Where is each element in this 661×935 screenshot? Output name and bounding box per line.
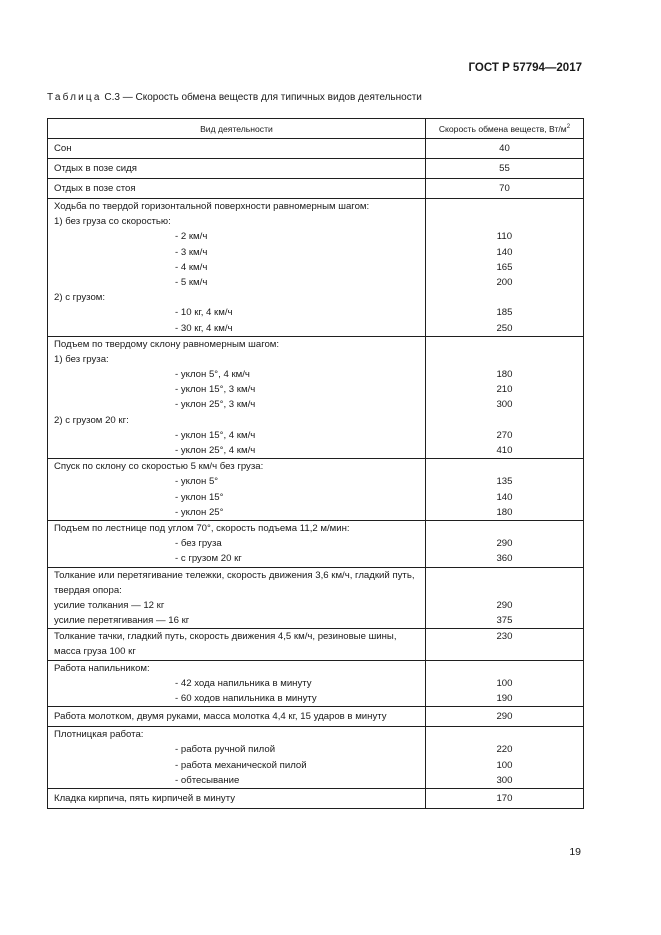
activity-cell (48, 707, 426, 727)
rate-value (426, 644, 583, 659)
rate-cell (425, 567, 583, 629)
rate-value: 135 (496, 476, 513, 488)
activity-line: Спуск по склону со скоростью 5 км/ч без груза: (54, 461, 264, 473)
activity-line: Работа напильником: (54, 662, 150, 674)
rate-value: 290 (496, 538, 513, 550)
caption-text: С.3 — Скорость обмена веществ для типичных видов деятельности (101, 92, 422, 103)
rate-value: 165 (496, 261, 513, 273)
table-row (48, 179, 584, 199)
rate-cell (425, 788, 583, 808)
rate-value: 230 (496, 631, 513, 643)
rate-value (426, 521, 583, 536)
activity-line: - обтесывание (175, 774, 240, 786)
rate-cell (425, 459, 583, 521)
table-row (48, 520, 584, 567)
rate-value (426, 413, 583, 428)
rate-value: 300 (496, 399, 513, 411)
rate-value: 300 (496, 774, 513, 786)
activity-cell (48, 179, 426, 199)
rate-value: 410 (496, 445, 513, 456)
activity-line: 2) с грузом: (54, 292, 106, 304)
table-row (48, 139, 584, 159)
activity-line: - работа механической пилой (175, 759, 307, 771)
column-header-rate-sup: 2 (566, 123, 571, 130)
rate-value: 100 (496, 677, 513, 689)
activity-line: - без груза (175, 538, 222, 550)
activity-line: - с грузом 20 кг (175, 553, 242, 565)
rate-value (426, 337, 583, 352)
rate-value (426, 727, 583, 742)
column-header-activity: Вид деятельности (48, 119, 426, 139)
caption-lead: Таблица (47, 92, 102, 103)
activity-line: - уклон 5°, 4 км/ч (175, 369, 250, 381)
activity-line: - уклон 15°, 4 км/ч (175, 429, 256, 441)
activity-cell (48, 336, 426, 459)
rate-value: 250 (496, 322, 513, 334)
activity-line: усилие толкания — 12 кг (54, 599, 165, 611)
activity-cell (48, 660, 426, 707)
rate-value: 100 (496, 759, 513, 771)
activity-line: Подъем по лестнице под углом 70°, скорость подъема 11,2 м/мин: (54, 522, 350, 534)
activity-line: Толкание или перетягивание тележки, скорость движения 3,6 км/ч, гладкий путь, (54, 569, 415, 581)
activity-line: - 10 кг, 4 км/ч (175, 307, 233, 319)
table-body (48, 139, 584, 809)
rate-value: 220 (496, 744, 513, 756)
rate-cell (425, 159, 583, 179)
rate-value: 55 (499, 163, 510, 174)
activity-line: - 4 км/ч (175, 261, 208, 273)
rate-value: 180 (496, 506, 513, 518)
activity-cell (48, 159, 426, 179)
activity-line: Кладка кирпича, пять кирпичей в минуту (54, 792, 236, 804)
activity-line: - уклон 25°, 3 км/ч (175, 399, 256, 411)
table-row (48, 567, 584, 629)
activity-line: - уклон 15° (175, 491, 224, 503)
rate-value (426, 352, 583, 367)
table-row (48, 788, 584, 808)
rate-value: 180 (496, 369, 513, 381)
activity-line: - 2 км/ч (175, 231, 208, 243)
rate-value: 200 (496, 276, 513, 288)
page-number: 19 (569, 846, 581, 858)
rate-value: 70 (499, 183, 510, 194)
activity-cell (48, 788, 426, 808)
activity-line: 1) без груза со скоростью: (54, 216, 171, 228)
rate-value: 360 (496, 553, 513, 565)
activity-line: Сон (54, 143, 72, 154)
rate-cell (425, 727, 583, 789)
rate-value: 110 (496, 231, 513, 243)
activity-line: - уклон 5° (175, 476, 219, 488)
table-row (48, 707, 584, 727)
rate-value (426, 214, 583, 229)
rate-cell (425, 199, 583, 337)
table-caption (47, 92, 422, 103)
rate-value (426, 459, 583, 474)
rate-value: 170 (496, 792, 513, 804)
metabolic-rate-table (47, 118, 584, 809)
document-code: ГОСТ Р 57794—2017 (468, 62, 582, 74)
activity-line: Подъем по твердому склону равномерным шагом: (54, 338, 280, 350)
rate-cell (425, 139, 583, 159)
rate-value: 40 (499, 143, 510, 154)
table-row (48, 727, 584, 789)
activity-line: Ходьба по твердой горизонтальной поверхности равномерным шагом: (54, 201, 370, 212)
activity-line: - 3 км/ч (175, 246, 208, 258)
rate-cell (425, 629, 583, 660)
activity-line: - 42 хода напильника в минуту (175, 677, 312, 689)
table-row (48, 159, 584, 179)
activity-line: масса груза 100 кг (54, 646, 136, 658)
activity-cell (48, 629, 426, 660)
rate-value: 190 (496, 693, 513, 704)
activity-cell (48, 520, 426, 567)
activity-line: - 60 ходов напильника в минуту (175, 693, 317, 704)
activity-line: Плотницкая работа: (54, 729, 144, 741)
activity-line: 1) без груза: (54, 353, 109, 365)
rate-value: 210 (496, 384, 513, 396)
table-row (48, 336, 584, 459)
rate-value: 375 (496, 615, 513, 627)
rate-value: 290 (496, 711, 513, 723)
activity-cell (48, 727, 426, 789)
activity-line: - уклон 25° (175, 506, 224, 518)
activity-line: Отдых в позе сидя (54, 163, 137, 174)
activity-line: - уклон 25°, 4 км/ч (175, 445, 256, 456)
rate-value: 140 (496, 246, 513, 258)
rate-cell (425, 336, 583, 459)
activity-line: 2) с грузом 20 кг: (54, 414, 129, 426)
rate-cell (425, 520, 583, 567)
rate-value (426, 583, 583, 598)
activity-line: - работа ручной пилой (175, 744, 276, 756)
activity-line: усилие перетягивания — 16 кг (54, 615, 190, 627)
activity-line: - уклон 15°, 3 км/ч (175, 384, 256, 396)
activity-cell (48, 459, 426, 521)
table-row (48, 660, 584, 707)
rate-value: 185 (496, 307, 513, 319)
rate-cell (425, 707, 583, 727)
table-row (48, 199, 584, 337)
column-header-metabolic-rate (425, 119, 583, 139)
rate-value: 290 (496, 599, 513, 611)
activity-cell (48, 139, 426, 159)
activity-line: Отдых в позе стоя (54, 183, 136, 194)
activity-line: Толкание тачки, гладкий путь, скорость движения 4,5 км/ч, резиновые шины, (54, 631, 397, 643)
rate-value (426, 199, 583, 214)
rate-value (426, 661, 583, 676)
rate-cell (425, 179, 583, 199)
column-header-rate-text: Скорость обмена веществ, Вт/м (438, 123, 567, 134)
activity-line: - 30 кг, 4 км/ч (175, 322, 233, 334)
activity-line: Работа молотком, двумя руками, масса молотка 4,4 кг, 15 ударов в минуту (54, 711, 387, 723)
activity-line: твердая опора: (54, 584, 122, 596)
rate-value (426, 568, 583, 583)
rate-value: 140 (496, 491, 513, 503)
activity-line: - 5 км/ч (175, 276, 208, 288)
rate-cell (425, 660, 583, 707)
table-row (48, 459, 584, 521)
rate-value: 270 (496, 429, 513, 441)
activity-cell (48, 567, 426, 629)
rate-value (426, 290, 583, 305)
table-row (48, 629, 584, 660)
activity-cell (48, 199, 426, 337)
